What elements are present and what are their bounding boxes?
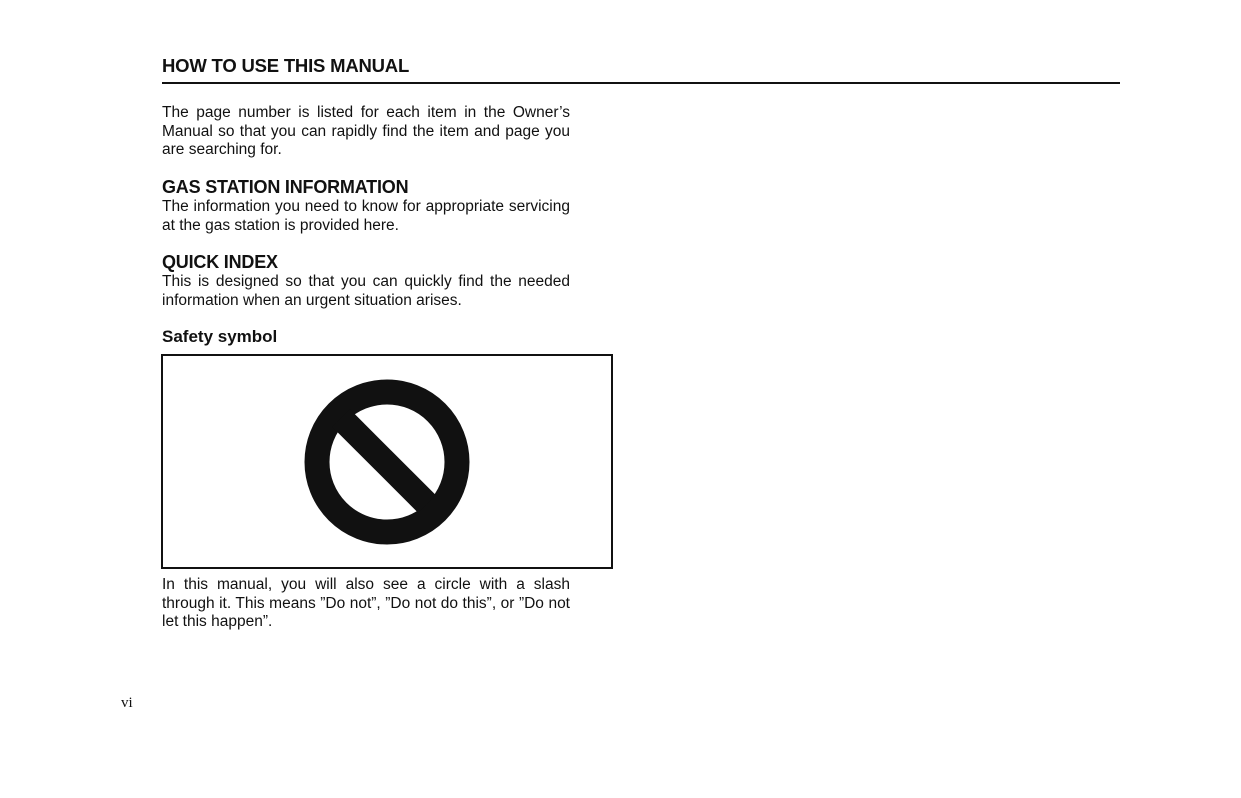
page-number: vi (121, 695, 133, 711)
gas-station-paragraph: The information you need to know for appropriate servicing at the gas station is provided here. (162, 198, 570, 234)
prohibition-icon (163, 356, 611, 567)
title-divider (162, 82, 1120, 84)
safety-caption: In this manual, you will also see a circle with a slash through it. This means ”Do not”, ”Do not do this”, or ”Do not let this happen”. (162, 576, 570, 631)
gas-station-heading: GAS STATION INFORMATION (162, 177, 409, 197)
page-title: HOW TO USE THIS MANUAL (162, 55, 410, 76)
safety-symbol-heading: Safety symbol (162, 327, 278, 346)
safety-symbol-box (161, 354, 613, 569)
quick-index-heading: QUICK INDEX (162, 252, 278, 272)
quick-index-paragraph: This is designed so that you can quickly find the needed information when an urgent situation arises. (162, 273, 570, 309)
intro-paragraph: The page number is listed for each item in the Owner’s Manual so that you can rapidly find the item and page you are searching for. (162, 104, 570, 159)
